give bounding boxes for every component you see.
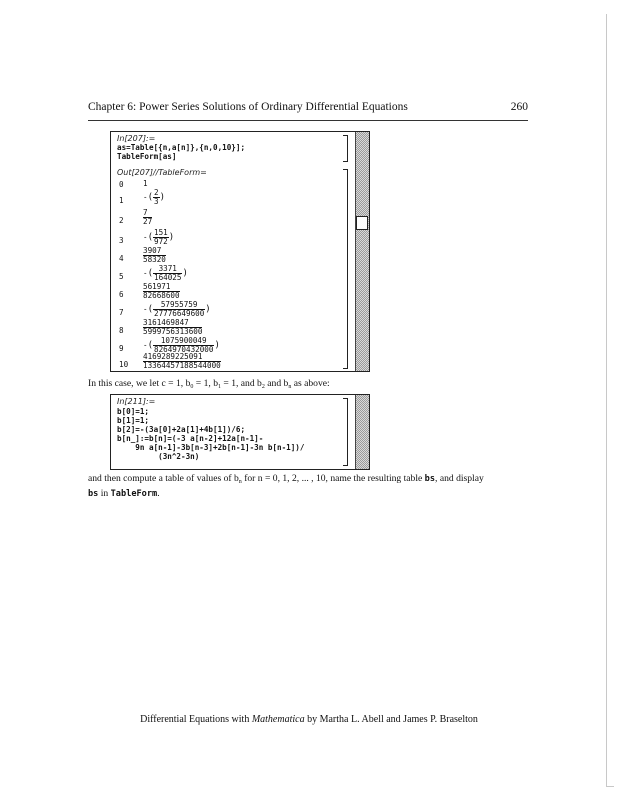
denominator: 8264970432000 <box>154 345 214 354</box>
row-index: 6 <box>119 290 124 299</box>
numerator: 4169289225091 <box>143 353 221 362</box>
denominator: 27 <box>143 217 153 226</box>
row-index: 0 <box>119 180 124 189</box>
notebook-window-2 <box>110 394 370 470</box>
input-code-line-4[interactable]: b[n_]:=b[n]=(-3 a[n-2]+12a[n-1]- <box>117 434 264 443</box>
input-label: In[211]:= <box>117 397 156 406</box>
denominator: 27776649600 <box>154 309 205 318</box>
row-index: 9 <box>119 344 124 353</box>
row-value: -( $\frac{1075900049}{8264970432000}$ ) <box>143 336 220 354</box>
input-cell-bracket[interactable] <box>343 398 348 466</box>
inline-code: TableForm <box>110 489 158 499</box>
numerator: 2 <box>154 188 159 197</box>
minus-sign: - <box>143 192 148 202</box>
page-number: 260 <box>510 101 528 113</box>
chapter-title: Chapter 6: Power Series Solutions of Ordinary Differential Equations <box>88 101 408 113</box>
row-index: 3 <box>119 236 124 245</box>
input-code-line-5[interactable]: 9n a[n-1]-3b[n-3]+2b[n-1]-3n b[n-1])/ <box>117 443 305 452</box>
input-label: In[207]:= <box>117 134 156 143</box>
minus-sign: - <box>143 340 148 350</box>
row-value: -( $\frac{57955759}{27776649600}$ ) <box>143 300 211 318</box>
row-value <box>143 247 166 264</box>
vertical-scrollbar[interactable] <box>355 395 369 469</box>
row-value: 1 <box>143 179 148 188</box>
input-code-line-6[interactable]: (3n^2-3n) <box>117 452 200 461</box>
row-index: 2 <box>119 216 124 225</box>
row-value <box>143 209 152 226</box>
row-index: 5 <box>119 272 124 281</box>
denominator: 3 <box>154 197 159 206</box>
input-code-line-2[interactable]: b[1]=1; <box>117 416 150 425</box>
output-label: Out[207]//TableForm= <box>117 168 207 177</box>
row-value <box>143 353 221 370</box>
numerator: 3371 <box>153 265 182 274</box>
minus-sign: - <box>143 304 148 314</box>
book-title-emphasis: Mathematica <box>251 714 305 725</box>
page-edge-bottom <box>606 786 614 787</box>
numerator: 1075900049 <box>153 337 214 346</box>
row-value: -( $\frac{2}{3}$ ) <box>143 188 165 206</box>
page-header <box>88 101 528 119</box>
row-value <box>143 283 180 300</box>
row-index: 10 <box>119 360 129 369</box>
paragraph-1: In this case, we let c = 1, $b_0 = 1$, $b_1 = 1$, and $b_2$ and $b_n$ as above: <box>88 378 330 390</box>
inline-code: bs <box>424 474 436 484</box>
row-index: 7 <box>119 308 124 317</box>
row-index: 8 <box>119 326 124 335</box>
scrollbar-thumb[interactable] <box>356 216 368 230</box>
row-index: 1 <box>119 196 124 205</box>
numerator: 3161469847 <box>143 319 202 328</box>
denominator: 972 <box>154 237 168 246</box>
row-value <box>143 319 202 336</box>
numerator: 151 <box>154 228 168 237</box>
paragraph-2: and then compute a table of values of $b_n$ for n = 0, 1, 2, ... , 10, name the resulting table bs, and display bs in TableForm. <box>88 473 484 499</box>
input-code-line-2[interactable]: TableForm[as] <box>117 152 177 161</box>
row-value: -( $\frac{151}{972}$ ) <box>143 228 175 246</box>
numerator: 57955759 <box>153 301 205 310</box>
denominator: 82668600 <box>143 291 180 300</box>
denominator: 164025 <box>154 273 182 282</box>
numerator: 561971 <box>143 283 180 292</box>
page-edge <box>606 14 607 786</box>
input-code-line-1[interactable]: as=Table[{n,a[n]},{n,0,10}]; <box>117 143 246 152</box>
input-code-line-1[interactable]: b[0]=1; <box>117 407 150 416</box>
row-value: -( $\frac{3371}{164025}$ ) <box>143 264 188 282</box>
numerator: 7 <box>143 209 152 218</box>
page-footer: Differential Equations with Mathematica by Martha L. Abell and James P. Braselton <box>140 714 478 725</box>
input-code-line-3[interactable]: b[2]=-(3a[0]+2a[1]+4b[1])/6; <box>117 425 246 434</box>
inline-code: bs <box>88 489 99 499</box>
header-rule <box>88 120 528 121</box>
output-cell-bracket[interactable] <box>343 169 348 369</box>
denominator: 13364457188544000 <box>143 361 221 370</box>
denominator: 5999756313600 <box>143 327 203 336</box>
denominator: 58320 <box>143 255 166 264</box>
numerator: 3907 <box>143 247 166 256</box>
minus-sign: - <box>143 232 148 242</box>
notebook-window-1 <box>110 131 370 372</box>
vertical-scrollbar[interactable] <box>355 132 369 371</box>
input-cell-bracket[interactable] <box>343 135 348 162</box>
minus-sign: - <box>143 268 148 278</box>
row-index: 4 <box>119 254 124 263</box>
